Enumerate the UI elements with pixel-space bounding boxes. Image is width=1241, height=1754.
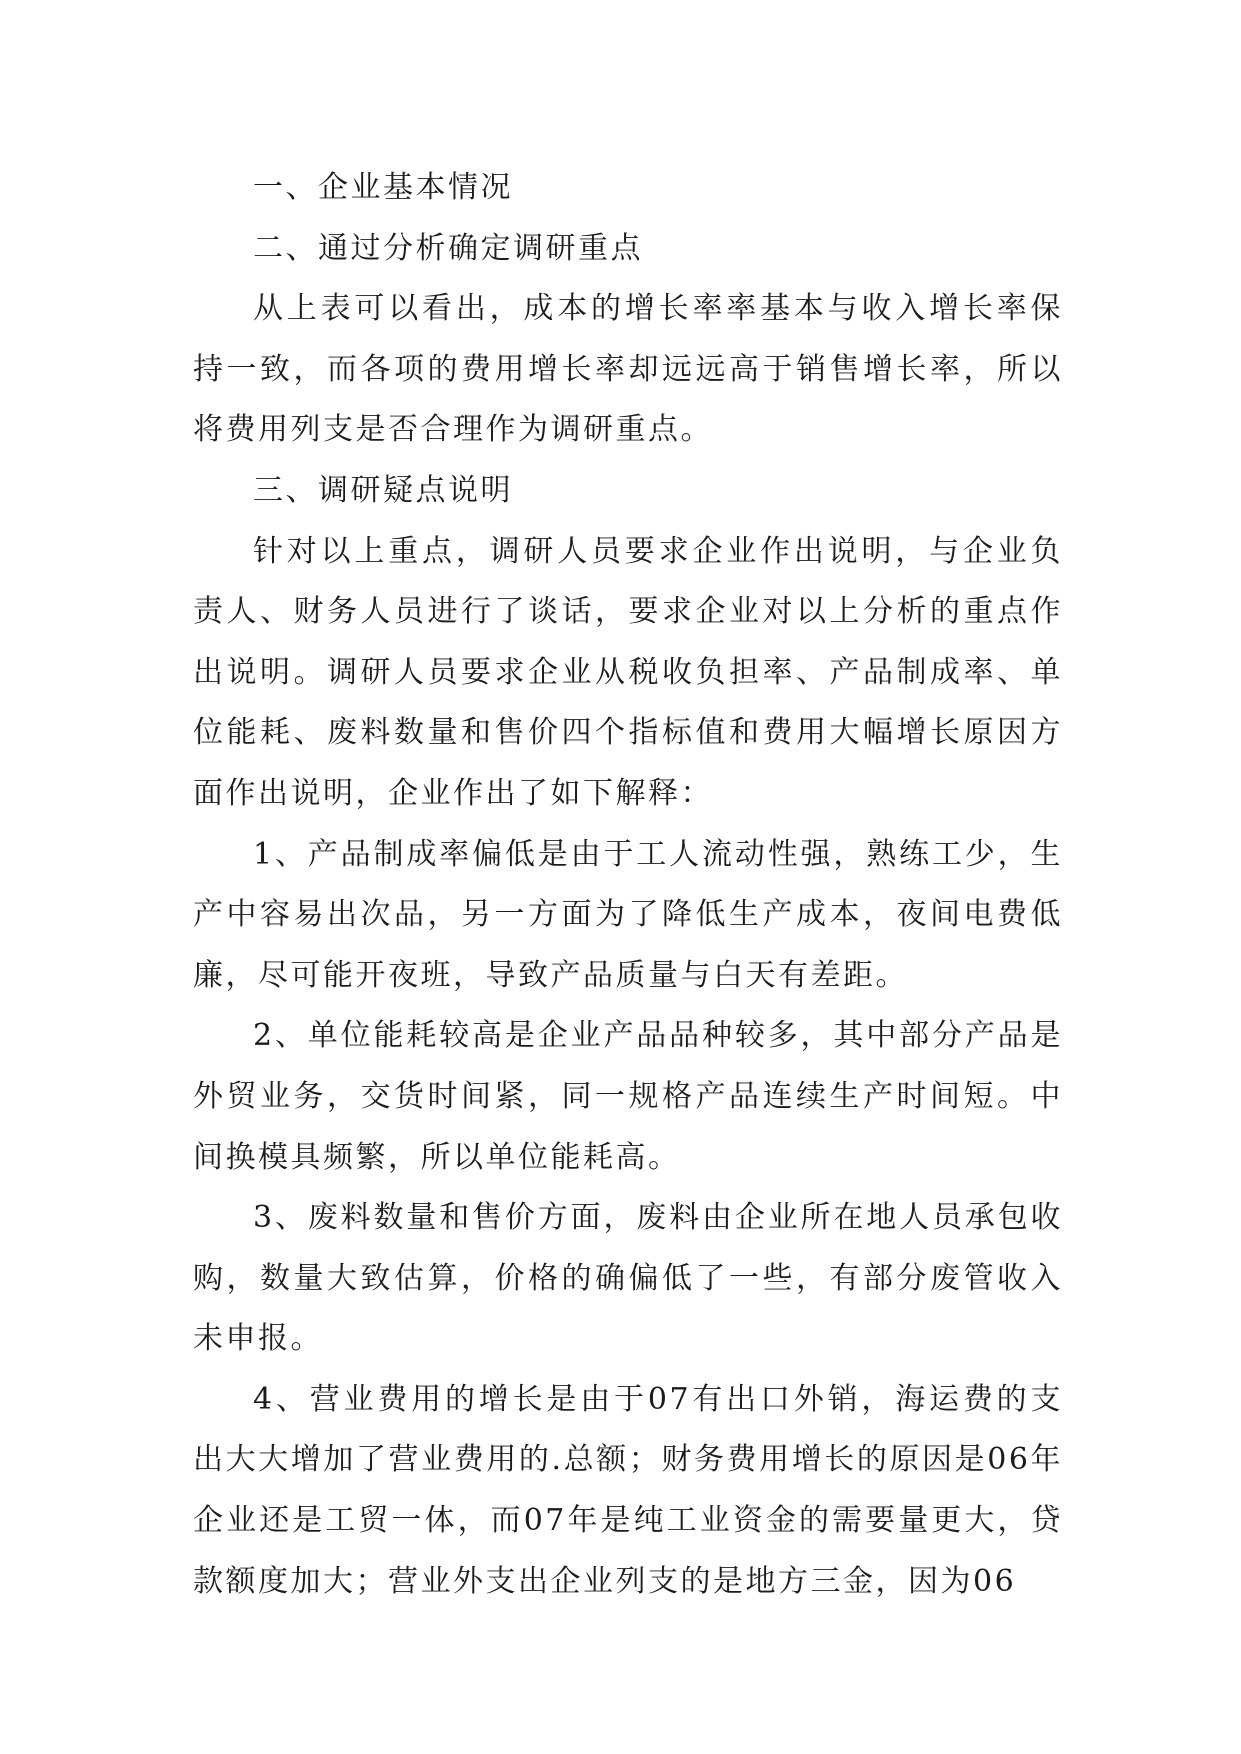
paragraph-point-3: 3、废料数量和售价方面，废料由企业所在地人员承包收购，数量大致估算，价格的确偏低了一些，有部分废管收入未申报。 — [193, 1200, 1063, 1357]
paragraph-point-4: 4、营业费用的增长是由于07有出口外销，海运费的支出大大增加了营业费用的.总额；财务费用增长的原因是06年企业还是工贸一体，而07年是纯工业资金的需要量更大，贷款额度加大；营业外支出企业列支的是地方三金，因为06 — [193, 1381, 1063, 1599]
paragraph-analysis: 从上表可以看出，成本的增长率率基本与收入增长率保持一致，而各项的费用增长率却远远高于销售增长率，所以将费用列支是否合理作为调研重点。 — [193, 291, 1063, 448]
heading-doubts: 三、调研疑点说明 — [253, 472, 513, 508]
paragraph-point-2: 2、单位能耗较高是企业产品品种较多，其中部分产品是外贸业务，交货时间紧，同一规格产品连续生产时间短。中间换模具频繁，所以单位能耗高。 — [193, 1018, 1063, 1175]
paragraph-interview: 针对以上重点，调研人员要求企业作出说明，与企业负责人、财务人员进行了谈话，要求企业对以上分析的重点作出说明。调研人员要求企业从税收负担率、产品制成率、单位能耗、废料数量和售价四个指标值和费用大幅增长原因方面作出说明，企业作出了如下解释： — [193, 533, 1063, 811]
document-body — [193, 158, 1063, 1612]
heading-research-focus: 二、通过分析确定调研重点 — [253, 230, 643, 266]
paragraph-point-1: 1、产品制成率偏低是由于工人流动性强，熟练工少，生产中容易出次品，另一方面为了降低生产成本，夜间电费低廉，尽可能开夜班，导致产品质量与白天有差距。 — [193, 836, 1063, 993]
heading-basic-info: 一、企业基本情况 — [253, 170, 513, 205]
